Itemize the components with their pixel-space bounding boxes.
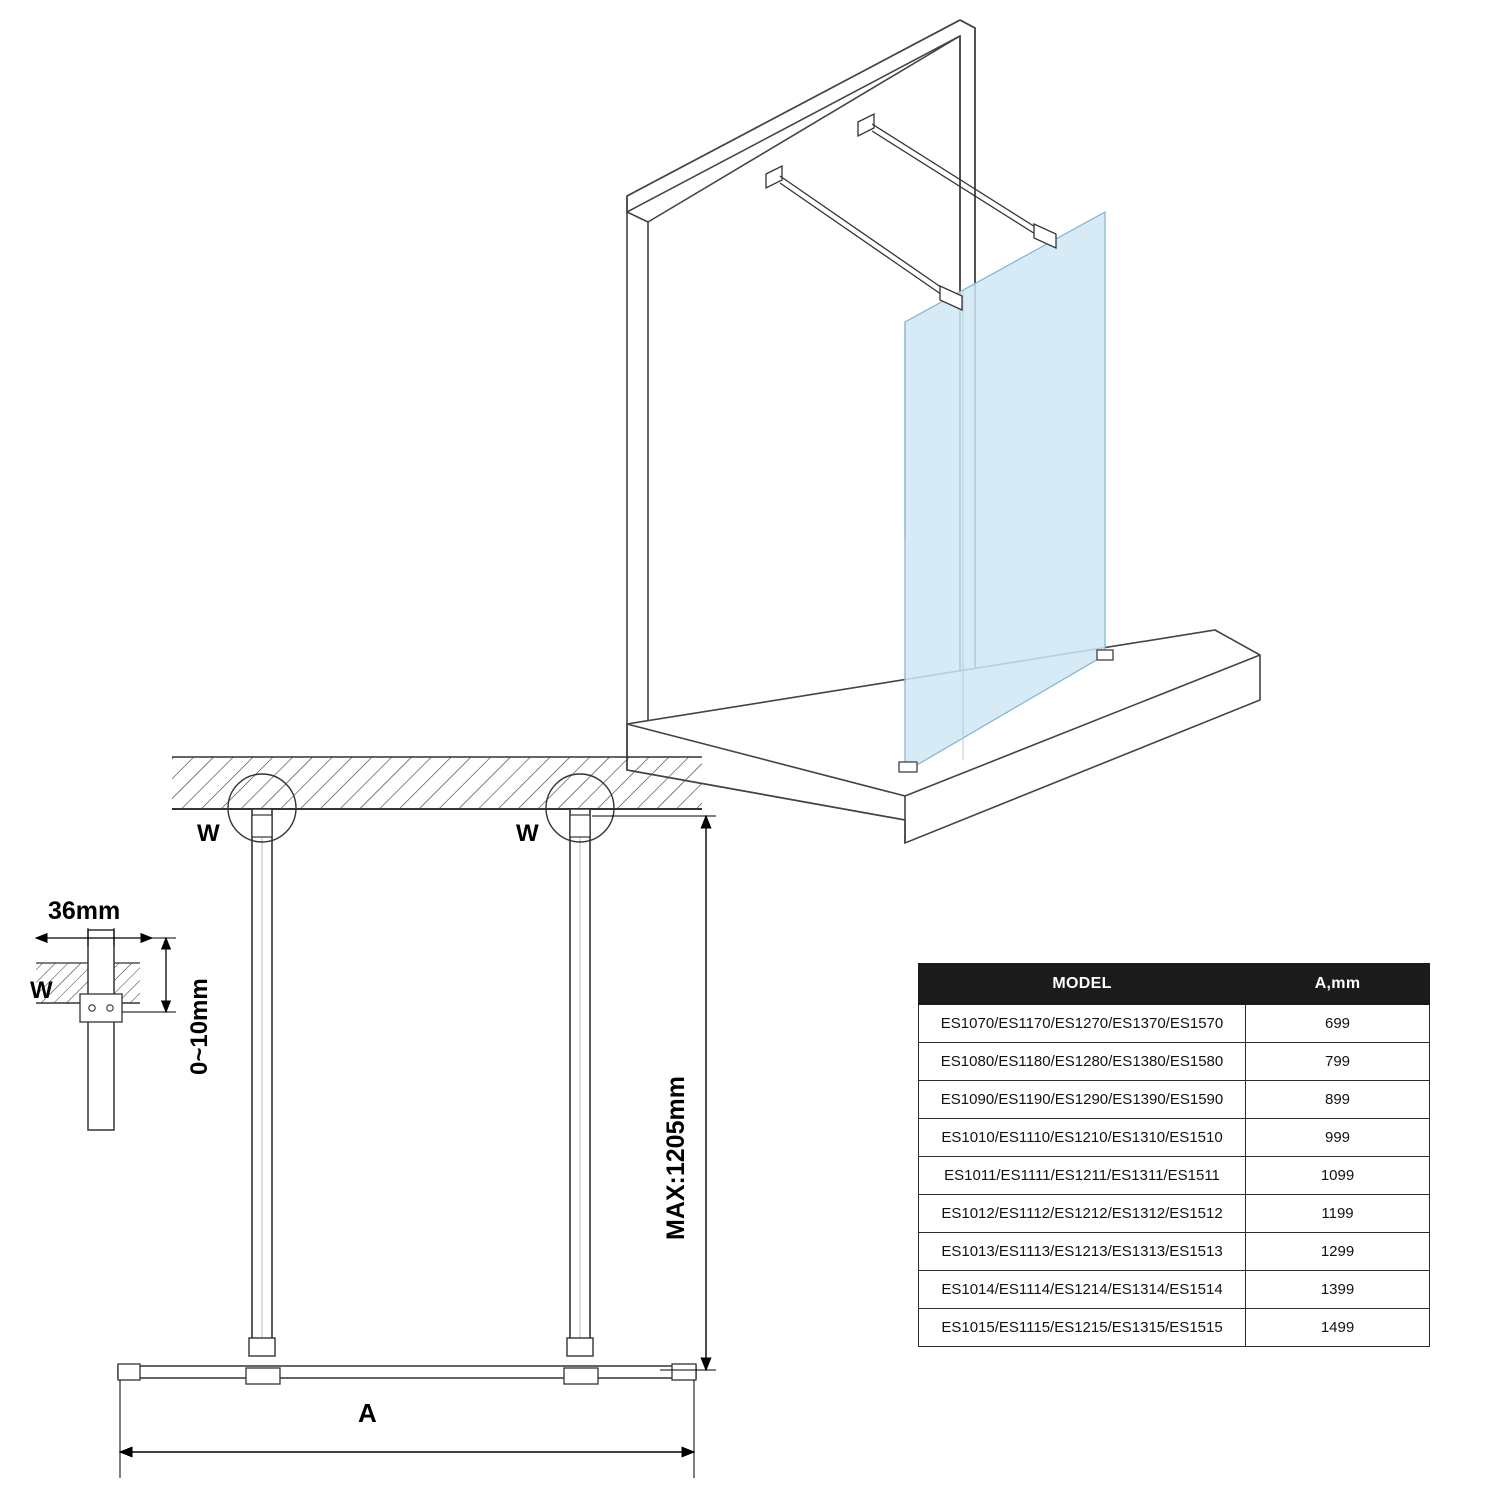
cell-model: ES1012/ES1112/ES1212/ES1312/ES1512 — [919, 1195, 1246, 1233]
dimension-label-width-a: A — [358, 1398, 377, 1428]
callout-label-w-left: W — [197, 820, 220, 847]
cell-a-mm: 999 — [1246, 1119, 1430, 1157]
column-header-a-mm: A,mm — [1246, 964, 1430, 1005]
cell-a-mm: 1199 — [1246, 1195, 1430, 1233]
cell-model: ES1011/ES1111/ES1211/ES1311/ES1511 — [919, 1157, 1246, 1195]
cell-model: ES1015/ES1115/ES1215/ES1315/ES1515 — [919, 1309, 1246, 1347]
model-spec-table — [918, 963, 1430, 1347]
table-row — [919, 1081, 1430, 1119]
cell-model: ES1080/ES1180/ES1280/ES1380/ES1580 — [919, 1043, 1246, 1081]
dimension-label-thickness: 36mm — [48, 897, 121, 925]
cell-a-mm: 1299 — [1246, 1233, 1430, 1271]
table-row — [919, 1005, 1430, 1043]
table-row — [919, 1119, 1430, 1157]
column-header-model: MODEL — [919, 964, 1246, 1005]
isometric-view — [627, 20, 1260, 843]
cell-model: ES1090/ES1190/ES1290/ES1390/ES1590 — [919, 1081, 1246, 1119]
callout-label-w-right: W — [516, 820, 539, 847]
front-elevation — [118, 757, 716, 1478]
table-row — [919, 1157, 1430, 1195]
detail-view-bracket — [36, 928, 176, 1130]
cell-a-mm: 1399 — [1246, 1271, 1430, 1309]
callout-label-w-detail: W — [30, 977, 53, 1004]
cell-model: ES1010/ES1110/ES1210/ES1310/ES1510 — [919, 1119, 1246, 1157]
cell-model: ES1013/ES1113/ES1213/ES1313/ES1513 — [919, 1233, 1246, 1271]
table-row — [919, 1043, 1430, 1081]
cell-a-mm: 899 — [1246, 1081, 1430, 1119]
cell-a-mm: 1499 — [1246, 1309, 1430, 1347]
dimension-label-gap: 0~10mm — [186, 978, 213, 1075]
cell-model: ES1014/ES1114/ES1214/ES1314/ES1514 — [919, 1271, 1246, 1309]
table-row — [919, 1309, 1430, 1347]
dimension-label-max-height: MAX:1205mm — [662, 1076, 690, 1240]
table-row — [919, 1271, 1430, 1309]
cell-a-mm: 1099 — [1246, 1157, 1430, 1195]
cell-model: ES1070/ES1170/ES1270/ES1370/ES1570 — [919, 1005, 1246, 1043]
table-row — [919, 1195, 1430, 1233]
cell-a-mm: 799 — [1246, 1043, 1430, 1081]
table-header-row — [919, 964, 1430, 1005]
table-row — [919, 1233, 1430, 1271]
cell-a-mm: 699 — [1246, 1005, 1430, 1043]
